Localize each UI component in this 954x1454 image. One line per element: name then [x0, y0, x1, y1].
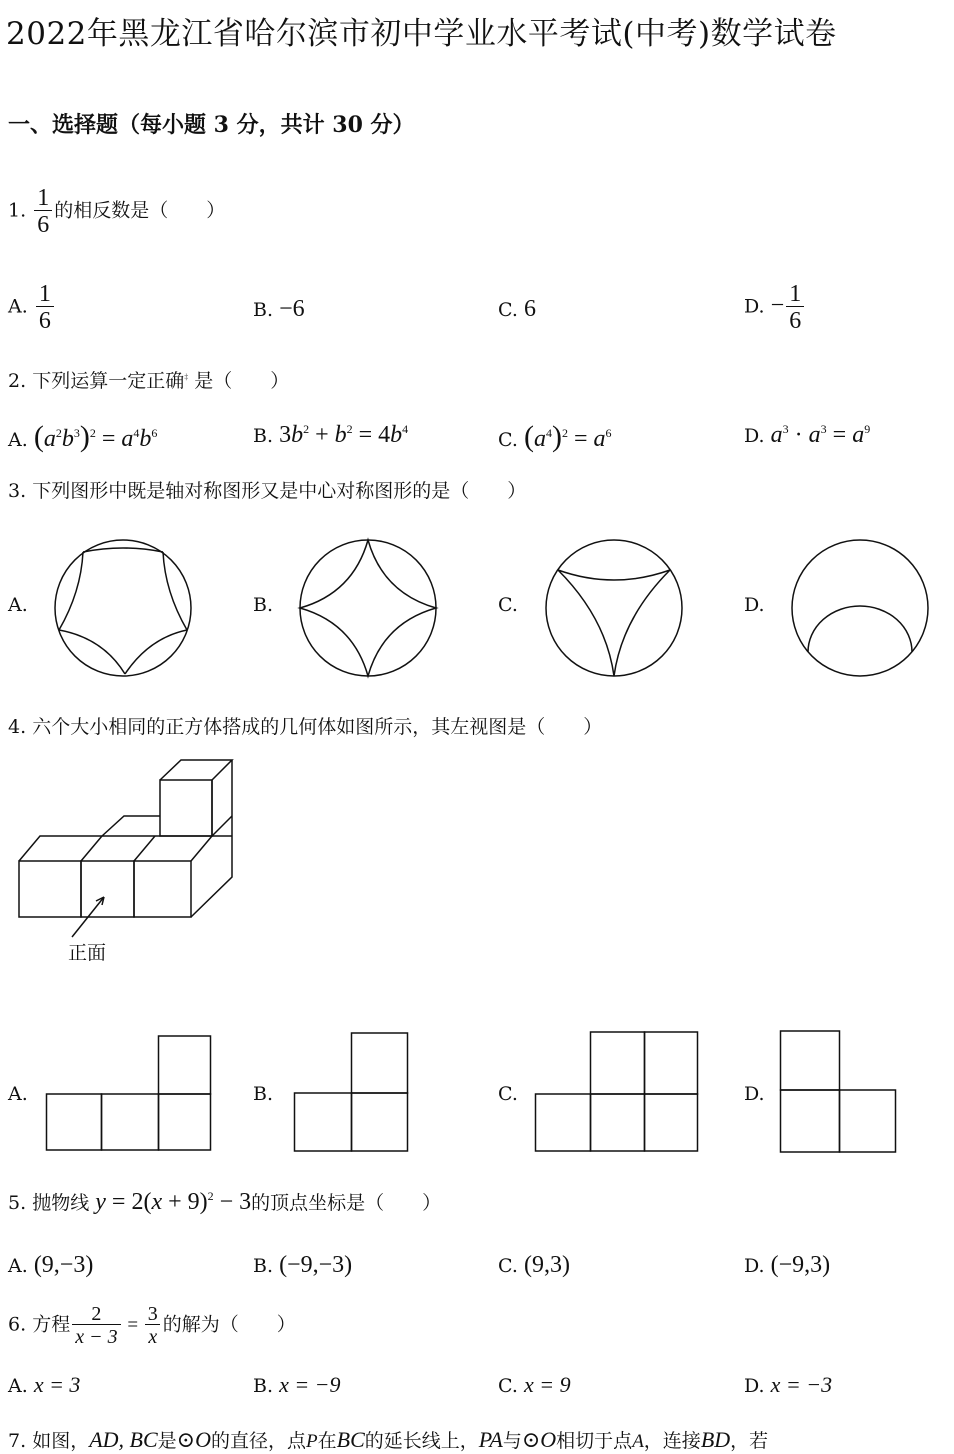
figure-d-semicircle: [790, 538, 930, 678]
figure-c-triangle-arcs: [544, 538, 684, 678]
option-c-formula: $(a^4)^2 = a^6$: [523, 420, 612, 453]
option-a[interactable]: A. (9,−3): [8, 1252, 94, 1278]
option-d[interactable]: D.: [744, 594, 765, 616]
question-2: 2. 下列运算一定正确‡ 是（ ）: [8, 370, 290, 392]
option-a[interactable]: A.: [8, 594, 28, 616]
section-heading: 一、选择题（每小题 3 分，共计 30 分）: [8, 112, 415, 138]
view-b: [294, 1032, 414, 1154]
option-b[interactable]: B.: [253, 594, 274, 616]
question-7: 7. 如图，AD, BC是⊙O的直径，点P在BC的延长线上，PA与⊙O相切于点A，连接BD，若: [8, 1427, 769, 1452]
option-d[interactable]: D. $a^3 \cdot a^3 = a^9$: [744, 422, 871, 448]
question-4: 4. 六个大小相同的正方体搭成的几何体如图所示，其左视图是（ ）: [8, 716, 603, 738]
question-number: 1.: [8, 199, 27, 222]
option-b[interactable]: B. (−9,−3): [253, 1252, 353, 1278]
option-d-fraction: $\frac{1}{6}$: [786, 282, 804, 333]
solid-figure-cubes: [0, 755, 260, 935]
front-label: 正面: [68, 942, 107, 964]
option-a[interactable]: A.: [8, 1083, 28, 1105]
option-c[interactable]: C. $(a^4)^2 = a^6$: [498, 420, 612, 453]
superscript-mark: ‡: [184, 372, 189, 382]
option-b[interactable]: B. x = −9: [253, 1372, 341, 1397]
option-a[interactable]: A. x = 3: [8, 1372, 81, 1397]
option-a-formula: $(a^2b^3)^2 = a^4b^6$: [33, 420, 158, 453]
option-a[interactable]: A. $(a^2b^3)^2 = a^4b^6$: [8, 420, 158, 453]
figure-b-astroid: [298, 538, 438, 678]
option-b[interactable]: B. $3b^2 + b^2 = 4b^4$: [253, 422, 409, 448]
option-b[interactable]: B.: [253, 1083, 274, 1105]
option-c[interactable]: C.: [498, 1083, 518, 1105]
option-d[interactable]: D. − $\frac{1}{6}$: [744, 282, 806, 333]
option-c[interactable]: C. (9,3): [498, 1252, 570, 1278]
parabola-formula: $y = 2(x + 9)^2 - 3$: [95, 1189, 252, 1215]
equation-rhs-fraction: $\frac{3}{x}$: [145, 1304, 161, 1347]
view-a: [46, 1035, 216, 1155]
option-d[interactable]: D. x = −3: [744, 1372, 833, 1397]
option-b-formula: $3b^2 + b^2 = 4b^4$: [279, 422, 409, 448]
figure-a-pentagon-arcs: [53, 538, 193, 678]
option-d[interactable]: D. (−9,3): [744, 1252, 831, 1278]
equation-lhs-fraction: $\frac{2}{x - 3}$: [72, 1304, 120, 1347]
option-d[interactable]: D.: [744, 1083, 765, 1105]
fraction-one-sixth: $\frac{1}{6}$: [34, 186, 52, 237]
option-b[interactable]: B. −6: [253, 296, 305, 322]
option-a[interactable]: A. $\frac{1}{6}$: [8, 282, 56, 333]
question-text: 的相反数是（ ）: [54, 199, 226, 222]
page-title: 2022年黑龙江省哈尔滨市初中学业水平考试(中考)数学试卷: [6, 16, 837, 52]
question-1: [8, 186, 225, 237]
question-3: 3. 下列图形中既是轴对称图形又是中心对称图形的是（ ）: [8, 480, 527, 502]
option-d-formula: $a^3 \cdot a^3 = a^9$: [770, 422, 871, 448]
question-6: 6. 方程 $\frac{2}{x - 3}$ = $\frac{3}{x}$ 的解为（ ）: [8, 1303, 296, 1348]
view-c: [535, 1031, 705, 1155]
question-5: 5. 抛物线 $y = 2(x + 9)^2 - 3$的顶点坐标是（ ）: [8, 1189, 442, 1215]
option-c[interactable]: C. 6: [498, 296, 536, 322]
option-c[interactable]: C. x = 9: [498, 1372, 571, 1397]
option-c[interactable]: C.: [498, 594, 518, 616]
option-a-fraction: $\frac{1}{6}$: [36, 282, 54, 333]
view-d: [780, 1030, 900, 1156]
